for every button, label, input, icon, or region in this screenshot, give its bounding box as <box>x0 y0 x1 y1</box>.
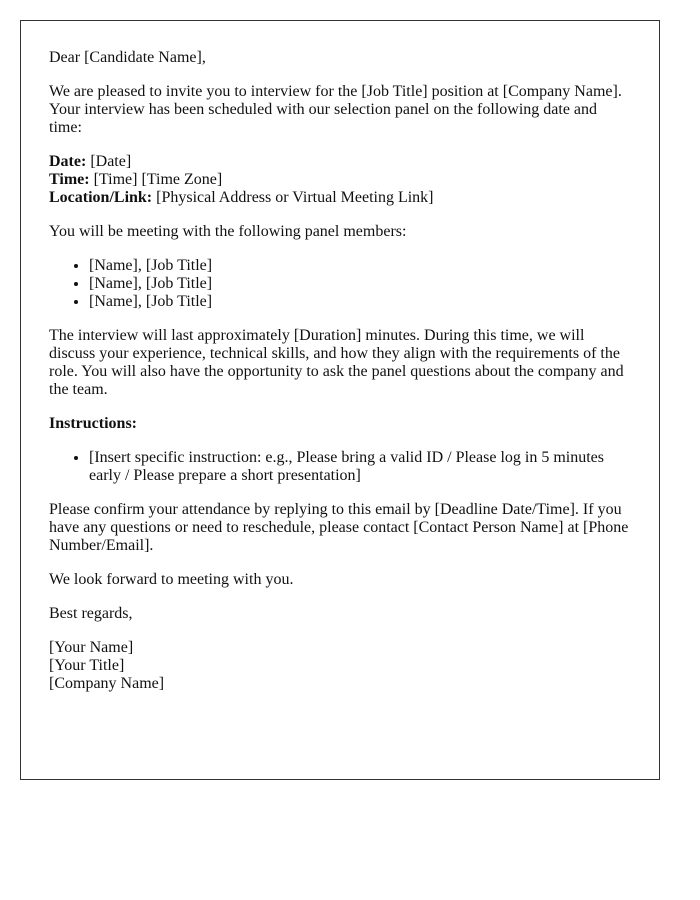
instructions-heading <box>49 415 631 433</box>
date-row <box>49 153 631 171</box>
time-row <box>49 171 631 189</box>
instruction-item: • [Insert specific instruction: e.g., Please bring a valid ID / Please log in 5 minutes early / Please prepare a short presentation] <box>89 449 631 485</box>
letter-container <box>20 20 660 780</box>
location-value: [Physical Address or Virtual Meeting Link] <box>152 189 434 206</box>
signature-title: [Your Title] <box>49 657 125 674</box>
time-value: [Time] [Time Zone] <box>89 171 223 188</box>
signature-name: [Your Name] <box>49 639 134 656</box>
panel-member: • [Name], [Job Title] <box>89 293 631 311</box>
date-value: [Date] <box>86 153 132 170</box>
closing-line: We look forward to meeting with you. <box>49 571 294 588</box>
panel-member: • [Name], [Job Title] <box>89 275 631 293</box>
greeting: Dear [Candidate Name], <box>49 49 206 66</box>
signature-block <box>49 639 631 693</box>
confirm-paragraph: Please confirm your attendance by replying to this email by [Deadline Date/Time]. If you have any questions or need to reschedule, please contact [Contact Person Name] at [Phone Number/Email]. <box>49 501 629 554</box>
intro-paragraph: We are pleased to invite you to interview for the [Job Title] position at [Company Name]. Your interview has been scheduled with our selection panel on the following date and time: <box>49 83 622 136</box>
sign-off: Best regards, <box>49 605 133 622</box>
signature-company: [Company Name] <box>49 675 165 692</box>
time-label: Time: <box>49 171 90 188</box>
date-label: Date: <box>49 153 87 170</box>
interview-details <box>49 153 631 207</box>
panel-member: • [Name], [Job Title] <box>89 257 631 275</box>
panel-intro: You will be meeting with the following panel members: <box>49 223 407 240</box>
location-row <box>49 189 631 207</box>
duration-paragraph: The interview will last approximately [Duration] minutes. During this time, we will discuss your experience, technical skills, and how they align with the requirements of the role. You will also have the opportunity to ask the panel questions about the company and the team. <box>49 327 624 398</box>
instructions-list <box>49 449 631 485</box>
panel-members-list <box>49 257 631 311</box>
location-label: Location/Link: <box>49 189 153 206</box>
instructions-heading-text: Instructions: <box>49 415 138 432</box>
